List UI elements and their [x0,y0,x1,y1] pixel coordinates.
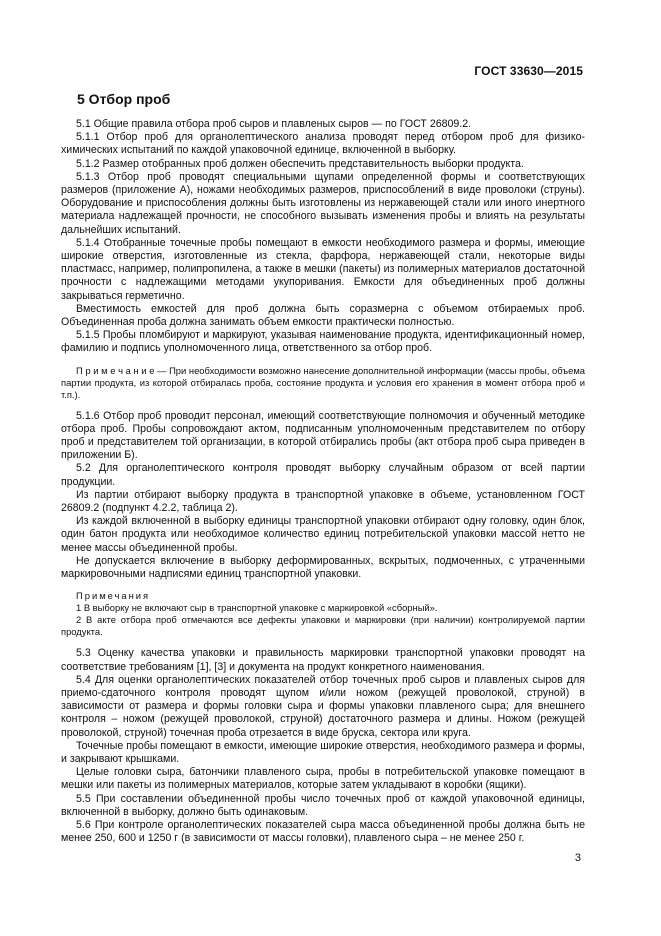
paragraph: 5.1.4 Отобранные точечные пробы помещают в емкости необходимого размера и формы, имеющие широкие отверстия, изготовленные из стекла, фарфора, нержавеющей стали, некоторые виды пластмасс, например, полипропилена, а также в мешки (пакеты) из полимерных материалов достаточной прочности с надлежащими методами укупоривания. Емкости для объединенных проб должны закрываться герметично. [61,236,585,302]
paragraph: 5.5 При составлении объединенной пробы число точечных проб от каждой упаковочной единицы, включенной в выборку, должно быть одинаковым. [61,792,585,818]
page-number: 3 [574,852,581,864]
paragraph: Из каждой включенной в выборку единицы транспортной упаковки отбирают одну головку, один блок, один батон продукта или необходимое количество единиц потребительской упаковки массой нетто не менее массы объединенной пробы. [61,515,585,554]
notes-block [61,590,585,638]
section-title: 5 Отбор проб [77,91,171,107]
document-code: ГОСТ 33630—2015 [474,64,583,78]
note-text: П р и м е ч а н и е — При необходимости возможно нанесение дополнительной информации (массы пробы, объема партии продукта, из которой отбиралась проба, состояние продукта и условия его хранения в момент отбора проб и т.п.). [61,364,585,400]
notes-heading: Примечания [76,590,151,602]
paragraph: 5.1.5 Пробы пломбируют и маркируют, указывая наименование продукта, идентификационный номер, фамилию и подпись уполномоченного лица, ответственного за отбор проб. [61,329,585,355]
paragraph: Целые головки сыра, батончики плавленого сыра, пробы в потребительской упаковке помещают в мешки или пакеты из полимерных материалов, которые затем укладывают в коробки (ящики). [61,766,585,792]
paragraph: Не допускается включение в выборку деформированных, вскрытых, подмоченных, с утраченными маркировочными надписями единиц транспортной упаковки. [61,554,585,581]
paragraph: Из партии отбирают выборку продукта в транспортной упаковке в объеме, установленном ГОСТ 26809.2 (подпункт 4.2.2, таблица 2). [61,488,585,515]
paragraph: 5.2 Для органолептического контроля проводят выборку случайным образом от всей партии продукции. [61,462,585,488]
paragraph: 5.1 Общие правила отбора проб сыров и плавленых сыров — по ГОСТ 26809.2. [76,118,472,130]
paragraph: Точечные пробы помещают в емкости, имеющие широкие отверстия, необходимого размера и формы, и закрывают крышками. [61,739,585,765]
paragraph: 5.3 Оценку качества упаковки и правильность маркировки транспортной упаковки проводят на соответствие требованиям [1], [3] и документа на продукт конкретного наименования. [61,647,585,673]
body-text [61,118,585,845]
note-item: 2 В акте отбора проб отмечаются все дефекты упаковки и маркировки (при наличии) контролируемой партии продукта. [61,614,585,638]
note-item: 1 В выборку не включают сыр в транспортной упаковке с маркировкой «сборный». [76,602,438,614]
paragraph: 5.1.3 Отбор проб проводят специальными щупами определенной формы и соответствующих размеров (приложение А), ножами необходимых размеров, приспособлений в виде проволоки (струны). Оборудование и приспособления должны быть изготовлены из нержавеющей стали или иного инертного материала надлежащей прочности, не способного вызывать изменения пробы и влиять на результаты дальнейших испытаний. [61,170,585,236]
note-block [61,365,585,401]
paragraph: Вместимость емкостей для проб должна быть соразмерна с объемом отбираемых проб. Объединенная проба должна занимать объем емкости практически полностью. [61,302,585,329]
paragraph: 5.1.2 Размер отобранных проб должен обеспечить представительность выборки продукта. [76,157,524,170]
paragraph: 5.1.1 Отбор проб для органолептического анализа проводят перед отбором проб для физико-химических испытаний по каждой упаковочной единице, включенной в выборку. [61,131,585,157]
paragraph: 5.4 Для оценки органолептических показателей отбор точечных проб сыров и плавленых сыров для приемо-сдаточного контроля проводят щупом и/или ножом (режущей проволокой, струной) в зависимости от размера и формы головки сыра и формы упаковки плавленого сыра; для внешнего контроля – ножом (режущей проволокой, струной) достаточного размера и длины. Ножом (режущей проволокой, струной) точечная проба отрезается в виде бруска, сектора или круга. [61,673,585,739]
paragraph: 5.1.6 Отбор проб проводит персонал, имеющий соответствующие полномочия и обученный методике отбора проб. Пробы сопровождают актом, подписанным уполномоченным представителем по отбору проб и представителем той организации, в которой отбирались пробы (акт отбора проб сыра приведен в приложении Б). [61,409,585,462]
paragraph: 5.6 При контроле органолептических показателей сыра масса объединенной пробы должна быть не менее 250, 600 и 1250 г (в зависимости от массы головки), плавленого сыра – не менее 250 г. [61,818,585,845]
